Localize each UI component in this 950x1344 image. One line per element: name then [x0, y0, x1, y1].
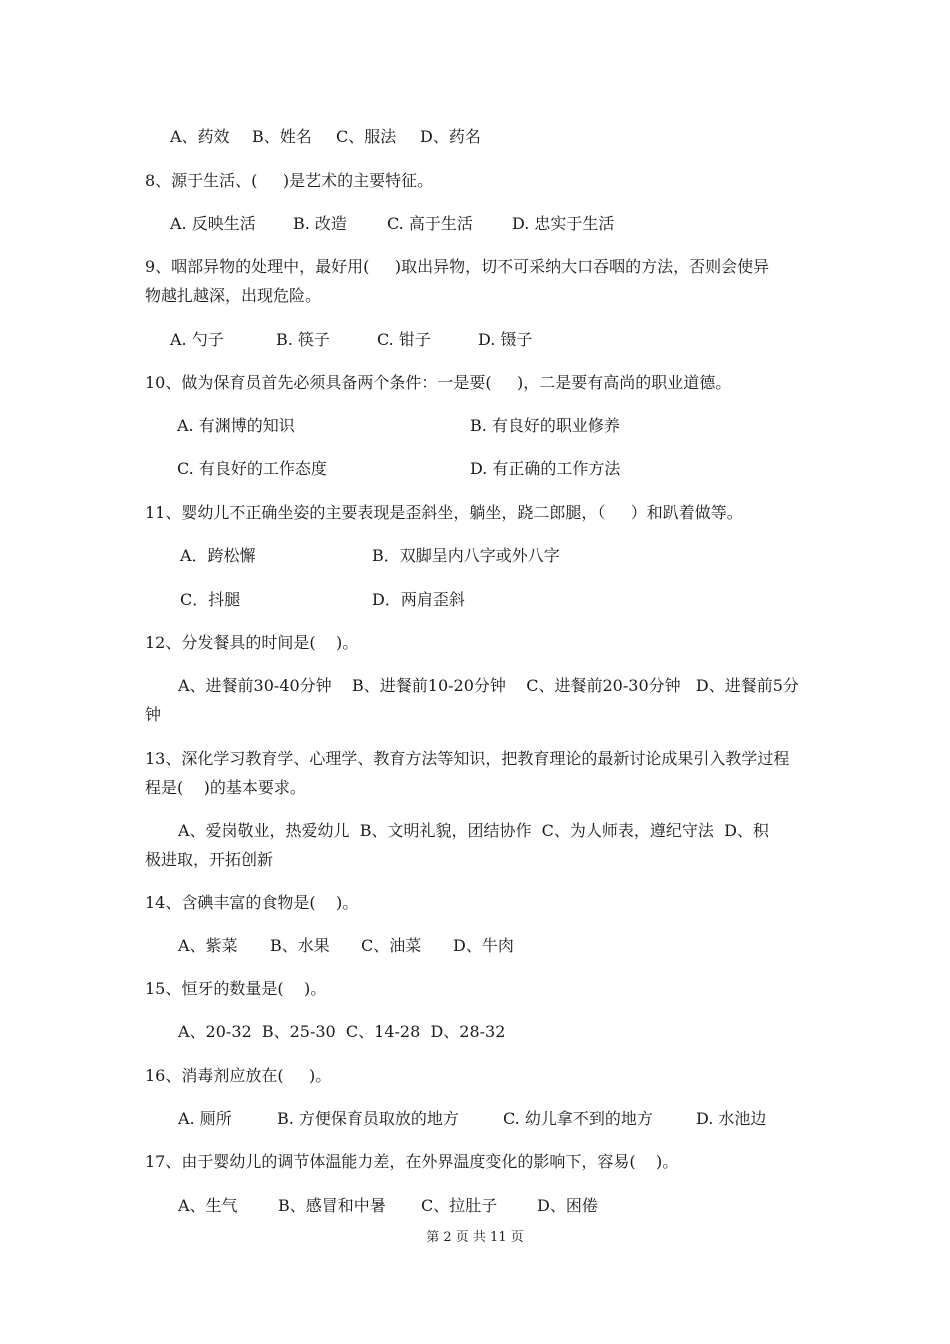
q16-option-a: A. 厕所	[178, 1109, 232, 1128]
q14-stem: 14、含碘丰富的食物是( )。	[145, 893, 359, 912]
q15-options: A、20-32 B、25-30 C、14-28 D、28-32	[178, 1022, 506, 1041]
q10-option-d: D. 有正确的工作方法	[470, 459, 621, 478]
q11-option-a: A．跨松懈	[180, 546, 256, 565]
q15-stem: 15、恒牙的数量是( )。	[145, 979, 327, 998]
q16-option-c: C. 幼儿拿不到的地方	[503, 1109, 653, 1128]
q14-option-d: D、牛肉	[453, 936, 514, 955]
q9-option-b: B. 筷子	[276, 330, 330, 349]
q14-option-b: B、水果	[270, 936, 330, 955]
q7-option-d: D、药名	[420, 127, 481, 146]
q16-stem: 16、消毒剂应放在( )。	[145, 1066, 332, 1085]
q17-stem: 17、由于婴幼儿的调节体温能力差，在外界温度变化的影响下，容易( )。	[145, 1152, 679, 1171]
q12-stem: 12、分发餐具的时间是( )。	[145, 633, 359, 652]
q11-option-b: B．双脚呈内八字或外八字	[372, 546, 560, 565]
q8-option-b: B. 改造	[293, 214, 347, 233]
q11-option-d: D．两肩歪斜	[372, 590, 465, 609]
q10-option-a: A. 有渊博的知识	[177, 416, 295, 435]
q14-option-c: C、油菜	[361, 936, 422, 955]
q16-option-b: B. 方便保育员取放的地方	[277, 1109, 459, 1128]
q9-stem-line2: 物越扎越深，出现危险。	[145, 286, 322, 305]
q16-option-d: D. 水池边	[696, 1109, 767, 1128]
q11-stem: 11、婴幼儿不正确坐姿的主要表现是歪斜坐，躺坐，跷二郎腿，（ ）和趴着做等。	[145, 503, 743, 522]
q13-options-wrap: 极进取，开拓创新	[145, 850, 274, 869]
q9-option-d: D. 镊子	[478, 330, 533, 349]
q10-option-c: C. 有良好的工作态度	[177, 459, 327, 478]
q10-option-b: B. 有良好的职业修养	[470, 416, 620, 435]
q9-stem-line1: 9、咽部异物的处理中，最好用( )取出异物，切不可采纳大口吞咽的方法，否则会使异	[145, 257, 770, 276]
q17-option-d: D、困倦	[537, 1196, 598, 1215]
q11-option-c: C．抖腿	[180, 590, 241, 609]
q7-option-b: B、姓名	[252, 127, 312, 146]
q12-options-wrap: 钟	[145, 705, 162, 724]
q14-option-a: A、紫菜	[178, 936, 238, 955]
q7-option-c: C、服法	[336, 127, 397, 146]
q9-option-a: A. 勺子	[170, 330, 224, 349]
q8-option-c: C. 高于生活	[387, 214, 473, 233]
q12-options: A、进餐前30-40分钟 B、进餐前10-20分钟 C、进餐前20-30分钟 D、进餐前5分	[178, 676, 799, 695]
q13-stem-line1: 13、深化学习教育学、心理学、教育方法等知识，把教育理论的最新讨论成果引入教学过程	[145, 749, 790, 768]
q8-stem: 8、源于生活、( )是艺术的主要特征。	[145, 171, 434, 190]
q7-option-a: A、药效	[170, 127, 230, 146]
page-number-footer: 第 2 页 共 11 页	[426, 1230, 524, 1245]
q13-stem-line2: 程是( )的基本要求。	[145, 778, 306, 797]
q9-option-c: C. 钳子	[377, 330, 431, 349]
q8-option-d: D. 忠实于生活	[512, 214, 615, 233]
q17-option-c: C、拉肚子	[421, 1196, 498, 1215]
q17-option-a: A、生气	[178, 1196, 238, 1215]
q13-options: A、爱岗敬业，热爱幼儿 B、文明礼貌，团结协作 C、为人师表，遵纪守法 D、积	[178, 821, 769, 840]
q17-option-b: B、感冒和中暑	[278, 1196, 386, 1215]
q10-stem: 10、做为保育员首先必须具备两个条件：一是要( )，二是要有高尚的职业道德。	[145, 373, 732, 392]
q8-option-a: A. 反映生活	[170, 214, 256, 233]
